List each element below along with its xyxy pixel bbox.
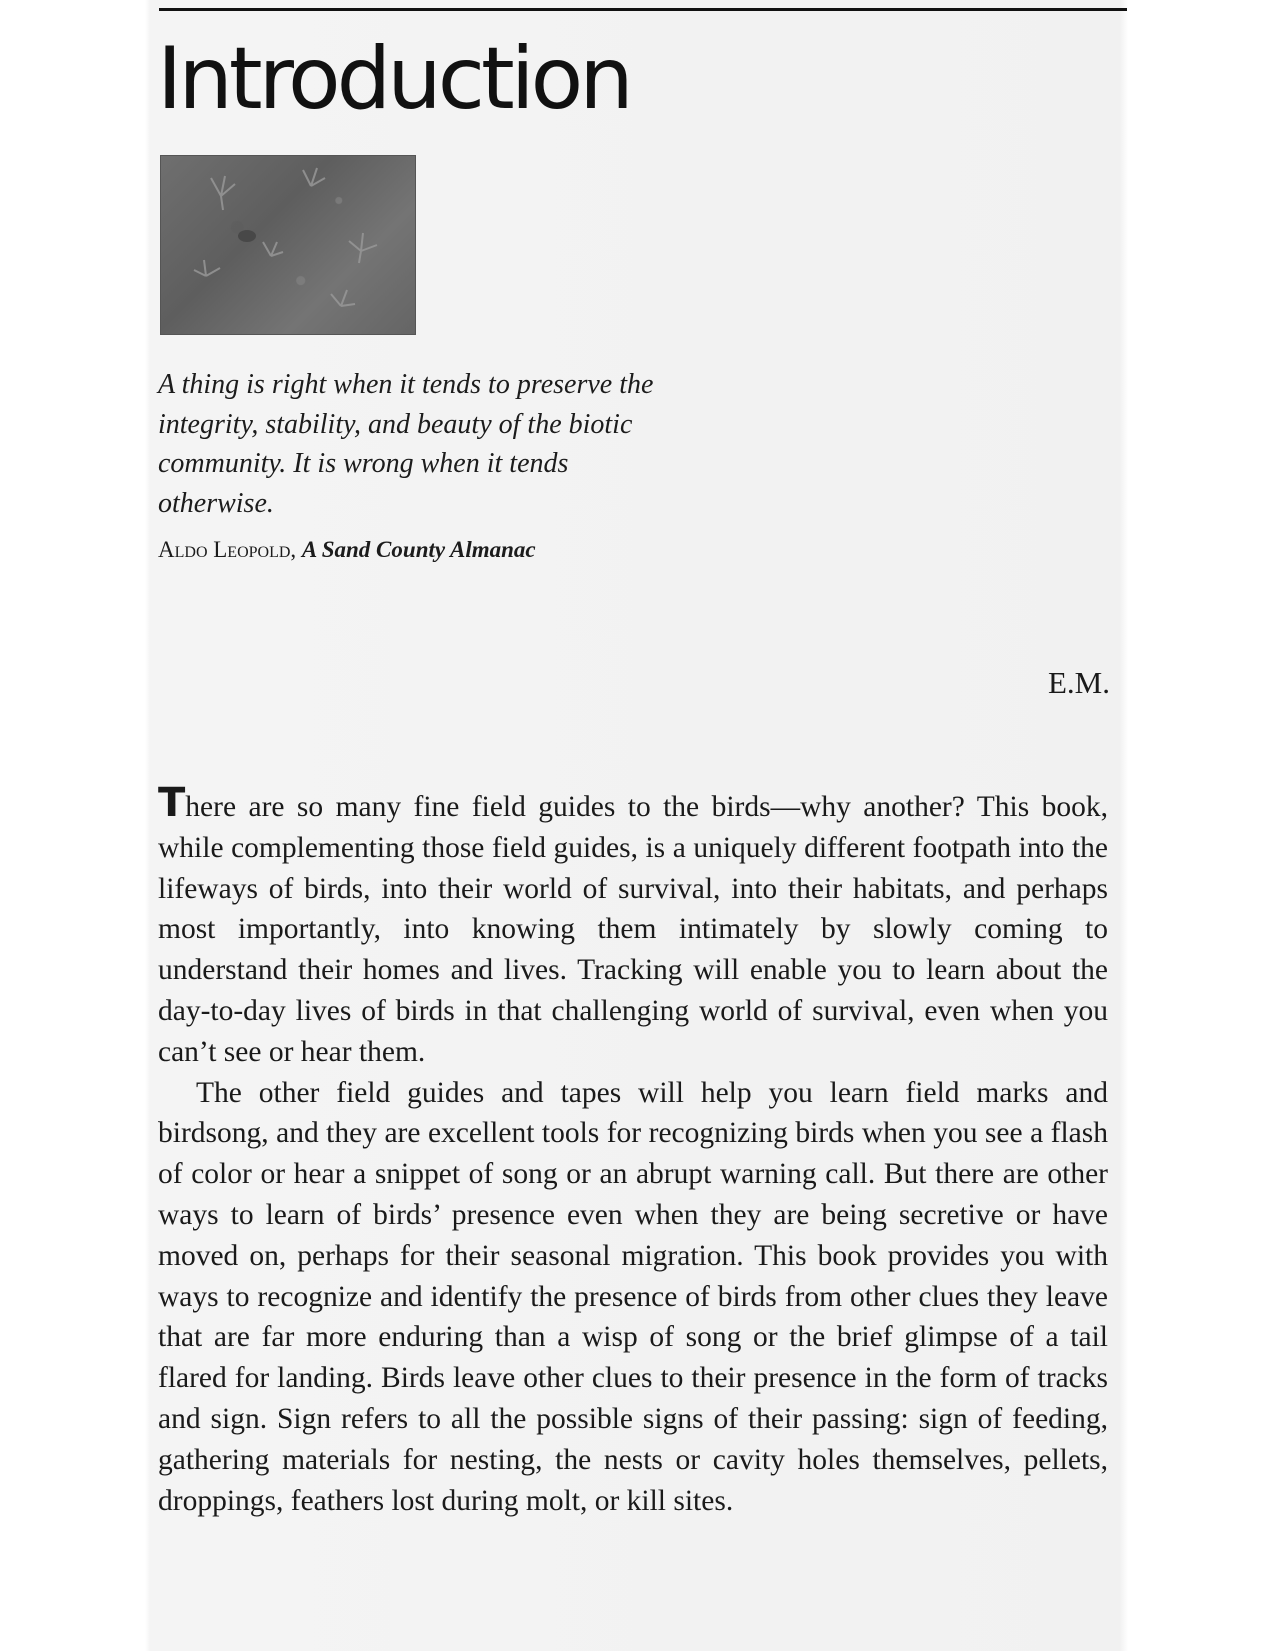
epigraph-work-title: A Sand County Almanac — [301, 537, 536, 562]
paragraph-1-text: here are so many fine field guides to the birds—why another? This book, while complementing those field guides, is a uniquely different footpath into the lifeways of birds, into their world of survival, into their habitats, and perhaps most importantly, into knowing them intimately by slowly coming to understand their homes and lives. Tracking will enable you to learn about the day-to-day lives of birds in that challenging world of survival, even when you can’t see or hear them. — [158, 791, 1108, 1068]
top-rule — [159, 8, 1127, 11]
author-initials: E.M. — [1048, 665, 1110, 700]
epigraph-author: Aldo Leopold — [158, 537, 291, 562]
chapter-title: Introduction — [157, 29, 630, 129]
drop-initial: T — [158, 780, 186, 826]
bird-tracks-photo — [160, 155, 416, 335]
body-paragraph-1 — [158, 780, 1108, 1073]
body-text — [158, 780, 1108, 1521]
bird-tracks-illustration — [161, 156, 415, 334]
attribution-separator: , — [290, 537, 302, 562]
epigraph-quote: A thing is right when it tends to preserve the integrity, stability, and beauty of the biotic community. It is wrong when it tends otherwise. — [158, 369, 654, 519]
epigraph-attribution — [158, 535, 536, 565]
body-paragraph-2: The other field guides and tapes will help you learn field marks and birdsong, and they are excellent tools for recognizing birds when you see a flash of color or hear a snippet of song or an abrupt warning call. But there are other ways to learn of birds’ presence even when they are being secretive or have moved on, perhaps for their seasonal migration. This book provides you with ways to recognize and identify the presence of birds from other clues they leave that are far more enduring than a wisp of song or the brief glimpse of a tail flared for landing. Birds leave other clues to their presence in the form of tracks and sign. Sign refers to all the possible signs of their passing: sign of feeding, gathering materials for nesting, the nests or cavity holes themselves, pellets, droppings, feathers lost during molt, or kill sites. — [158, 1076, 1108, 1517]
